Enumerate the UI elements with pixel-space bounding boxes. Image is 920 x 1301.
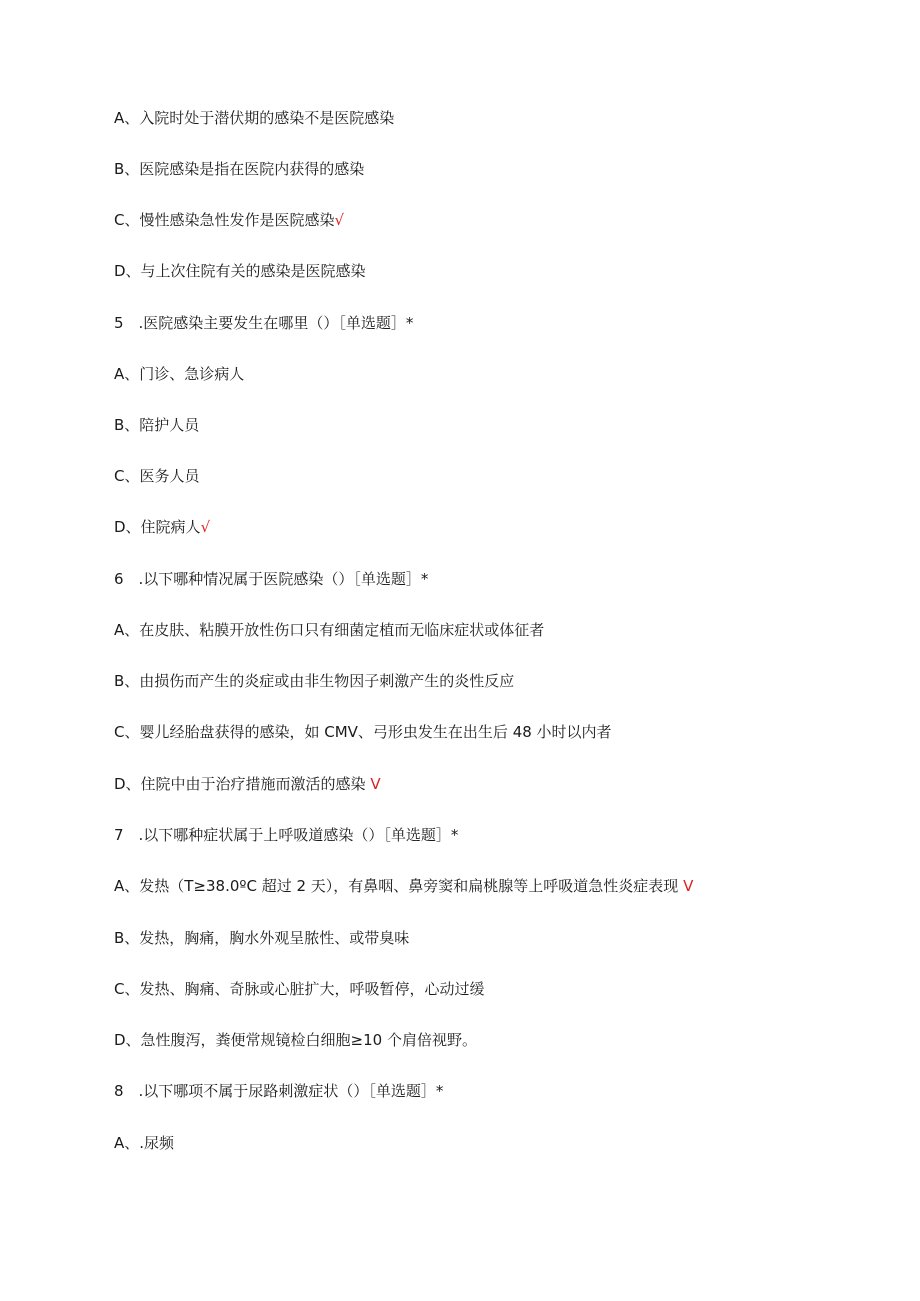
option-line	[114, 261, 366, 281]
question-line	[114, 313, 413, 333]
question-line	[114, 1081, 443, 1101]
question-text: 8 .以下哪项不属于尿路刺激症状（）［单选题］*	[114, 1082, 444, 1100]
option-text: C、发热、胸痛、奇脉或心脏扩大，呼吸暂停，心动过缓	[114, 980, 485, 998]
question-text: 7 .以下哪种症状属于上呼吸道感染（）［单选题］*	[114, 826, 459, 844]
answer-mark: V	[683, 877, 694, 895]
option-line	[114, 108, 394, 128]
option-text: D、与上次住院有关的感染是医院感染	[114, 262, 366, 280]
option-text: B、发热，胸痛，胸水外观呈脓性、或带臭味	[114, 929, 410, 947]
option-text: D、住院中由于治疗措施而激活的感染	[114, 775, 371, 793]
option-line	[114, 722, 612, 742]
option-line	[114, 466, 199, 486]
option-text: A、.尿频	[114, 1134, 175, 1152]
option-text: C、慢性感染急性发作是医院感染	[114, 211, 335, 229]
option-line	[114, 979, 484, 999]
option-line	[114, 159, 364, 179]
option-text: D、住院病人	[114, 518, 201, 536]
option-text: A、入院时处于潜伏期的感染不是医院感染	[114, 109, 395, 127]
option-text: A、在皮肤、粘膜开放性伤口只有细菌定植而无临床症状或体征者	[114, 621, 545, 639]
option-line	[114, 774, 381, 794]
answer-mark: V	[370, 775, 381, 793]
option-line	[114, 620, 544, 640]
option-line	[114, 1030, 477, 1050]
option-line	[114, 671, 514, 691]
option-text: B、陪护人员	[114, 416, 200, 434]
question-line	[114, 569, 428, 589]
option-line	[114, 364, 244, 384]
option-text: A、门诊、急诊病人	[114, 365, 245, 383]
option-text: A、发热（T≥38.0ºC 超过 2 天），有鼻咽、鼻旁窦和扁桃腺等上呼吸道急性炎症表现	[114, 877, 684, 895]
option-text: D、急性腹泻，粪便常规镜检白细胞≥10 个肩倍视野。	[114, 1031, 477, 1049]
option-line	[114, 210, 344, 230]
question-text: 6 .以下哪种情况属于医院感染（）［单选题］*	[114, 570, 429, 588]
option-line	[114, 1133, 174, 1153]
question-text: 5 .医院感染主要发生在哪里（）［单选题］*	[114, 314, 414, 332]
option-text: B、由损伤而产生的炎症或由非生物因子刺激产生的炎性反应	[114, 672, 515, 690]
answer-mark: √	[334, 211, 345, 229]
option-line	[114, 415, 199, 435]
option-line	[114, 517, 210, 537]
option-line	[114, 876, 693, 896]
option-line	[114, 928, 409, 948]
question-line	[114, 825, 458, 845]
option-text: C、婴儿经胎盘获得的感染，如 CMV、弓形虫发生在出生后 48 小时以内者	[114, 723, 612, 741]
option-text: C、医务人员	[114, 467, 200, 485]
option-text: B、医院感染是指在医院内获得的感染	[114, 160, 365, 178]
answer-mark: √	[200, 518, 211, 536]
